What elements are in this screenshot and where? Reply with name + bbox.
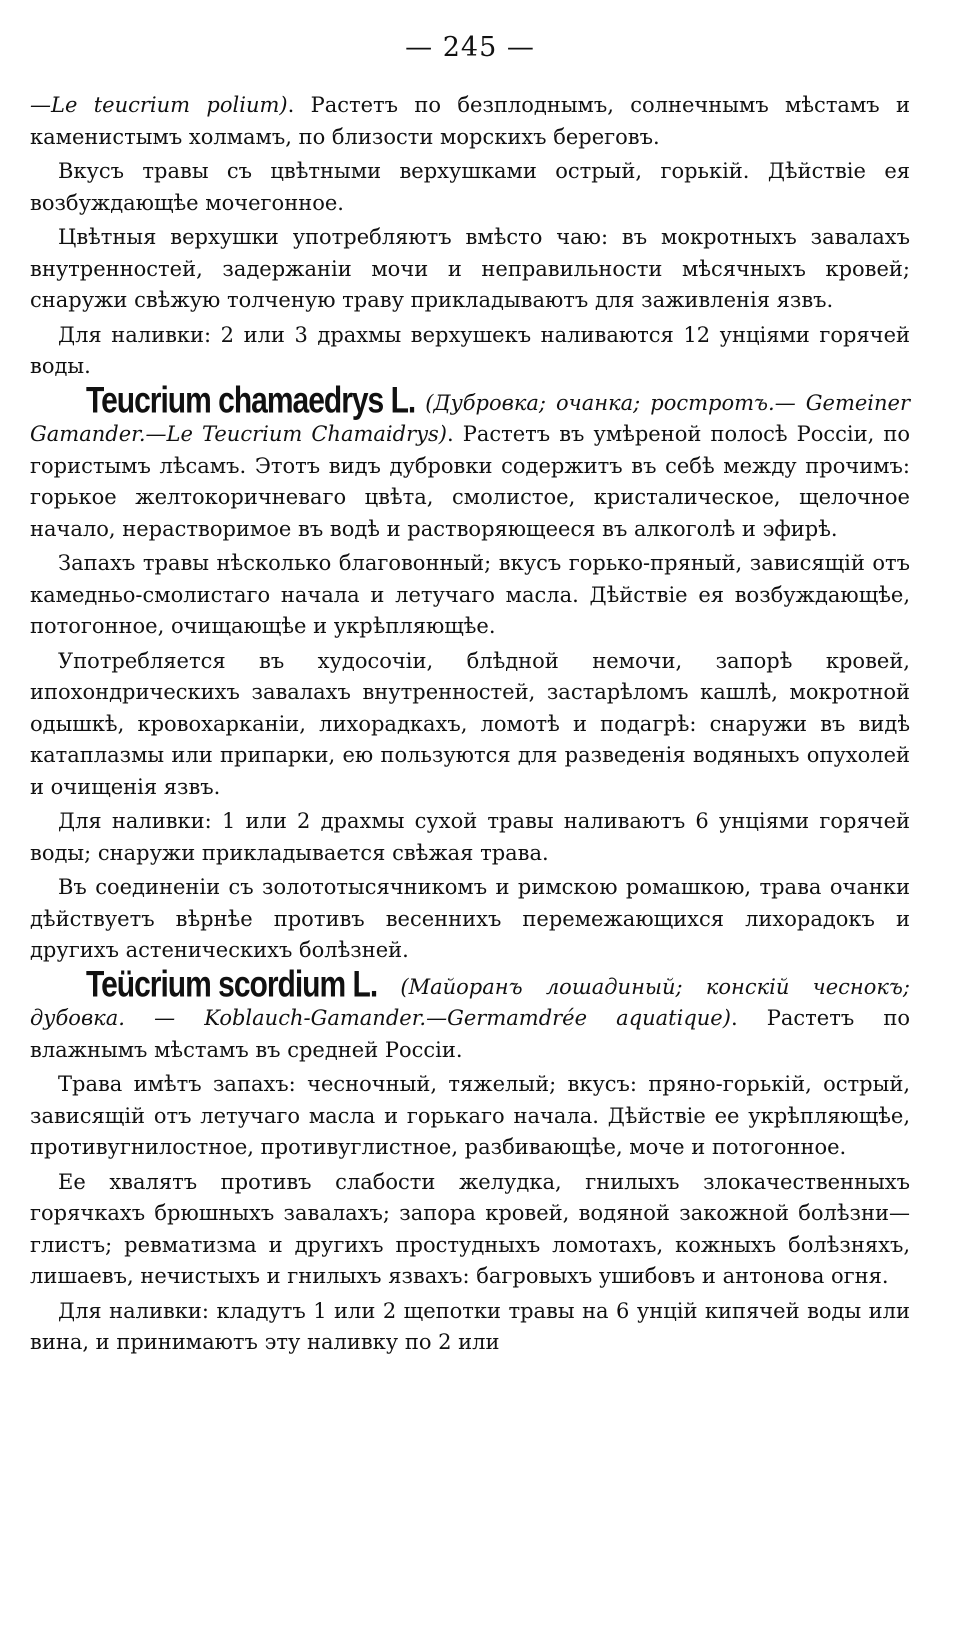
body-text	[415, 391, 425, 415]
paragraph	[30, 156, 910, 219]
species-name: Teücrium scordium L.	[86, 963, 378, 1005]
body-text: . Растетъ по влажнымъ мѣстамъ въ средней Россіи.	[30, 1006, 910, 1062]
species-entry	[30, 379, 911, 546]
body-text: . Растетъ по безплоднымъ, солнечнымъ мѣстамъ и каменистымъ холмамъ, по близости морскихъ береговъ.	[30, 93, 910, 149]
page-body	[30, 90, 910, 1359]
species-entry	[30, 963, 910, 1067]
body-text: Трава имѣтъ запахъ: чесночный, тяжелый; вкусъ: пряно-горькій, острый, зависящій отъ летучаго масла и горькаго начала. Дѣйствіе ее укрѣпляющѣе, противугнилостное, противуглистное, разбивающѣе, моче и потогонное.	[30, 1072, 910, 1159]
body-text: Употребляется въ худосочіи, блѣдной немочи, запорѣ кровей, ипохондрическихъ завалахъ внутренностей, застарѣломъ кашлѣ, мокротной одышкѣ, кровохарканіи, лихорадкахъ, ломотѣ и подагрѣ: снаружи въ видѣ катаплазмы или припарки, ею пользуются для разведенія водяныхъ опухолей и очищенія язвъ.	[30, 648, 910, 799]
paragraph	[30, 1167, 910, 1293]
paragraph	[30, 872, 910, 967]
body-text: Для наливки: кладутъ 1 или 2 щепотки травы на 6 унцій кипячей воды или вина, и принимаютъ эту наливку по 2 или	[30, 1298, 910, 1354]
paragraph	[30, 320, 910, 383]
body-text: Запахъ травы нѣсколько благовонный; вкусъ горько-пряный, зависящій отъ камедньо-смолистаго начала и летучаго масла. Дѣйствіе ея возбуждающѣе, потогонное, очищающѣе и укрѣпляющѣе.	[30, 551, 910, 638]
body-text: Для наливки: 1 или 2 драхмы сухой травы наливаютъ 6 унціями горячей воды; снаружи прикладывается свѣжая трава.	[30, 809, 910, 865]
paragraph	[30, 646, 910, 804]
species-name: Teucrium chamaedrys L.	[86, 379, 416, 421]
paragraph	[30, 222, 910, 317]
body-text: Въ соединеніи съ золототысячникомъ и римскою ромашкою, трава очанки дѣйствуетъ вѣрнѣе противъ весеннихъ перемежающихся лихорадокъ и другихъ астеническихъ болѣзней.	[30, 875, 910, 962]
page-number: — 245 —	[405, 32, 535, 63]
body-text: Вкусъ травы съ цвѣтными верхушками острый, горькій. Дѣйствіе ея возбуждающѣе мочегонное.	[30, 159, 910, 215]
body-text: . Растетъ въ умѣреной полосѣ Россіи, по гористымъ лѣсамъ. Этотъ видъ дубровки содержитъ въ себѣ между прочимъ: горькое желтокоричневаго цвѣта, смолистое, кристалическое, щелочное начало, нерастворимое въ водѣ и растворяющееся въ алкоголѣ и эфирѣ.	[30, 422, 911, 541]
synonyms-text: (Майоранъ лошадиный; конскій чеснокъ; дубовка. — Koblauch-Gamander.—Germamdrée aquatique)	[30, 974, 910, 1030]
paragraph	[30, 806, 910, 869]
paragraph	[30, 1296, 910, 1359]
body-text: Для наливки: 2 или 3 драхмы верхушекъ наливаются 12 унціями горячей воды.	[30, 322, 910, 378]
paragraph	[30, 548, 910, 643]
paragraph	[30, 90, 910, 153]
synonyms-text: (Дубровка; очанка; ростротъ.— Gemeiner Gamander.—Le Teucrium Chamaidrys)	[30, 390, 910, 446]
body-text: Ее хвалятъ противъ слабости желудка, гнилыхъ злокачественныхъ горячкахъ брюшныхъ завалахъ; запора кровей, водяной закожной болѣзни—глистъ; ревматизма и другихъ простудныхъ ломотахъ, кожныхъ болѣзняхъ, лишаевъ, нечистыхъ и гнилыхъ язвахъ: багровыхъ ушибовъ и антонова огня.	[30, 1169, 910, 1288]
body-text	[377, 975, 400, 999]
paragraph	[30, 1069, 910, 1164]
synonyms-text: —Le teucrium polium)	[30, 93, 288, 117]
body-text: Цвѣтныя верхушки употребляютъ вмѣсто чаю: въ мокротныхъ завалахъ внутренностей, задержаніи мочи и неправильности мѣсячныхъ кровей; снаружи свѣжую толченую траву прикладываютъ для заживленія язвъ.	[30, 225, 910, 312]
